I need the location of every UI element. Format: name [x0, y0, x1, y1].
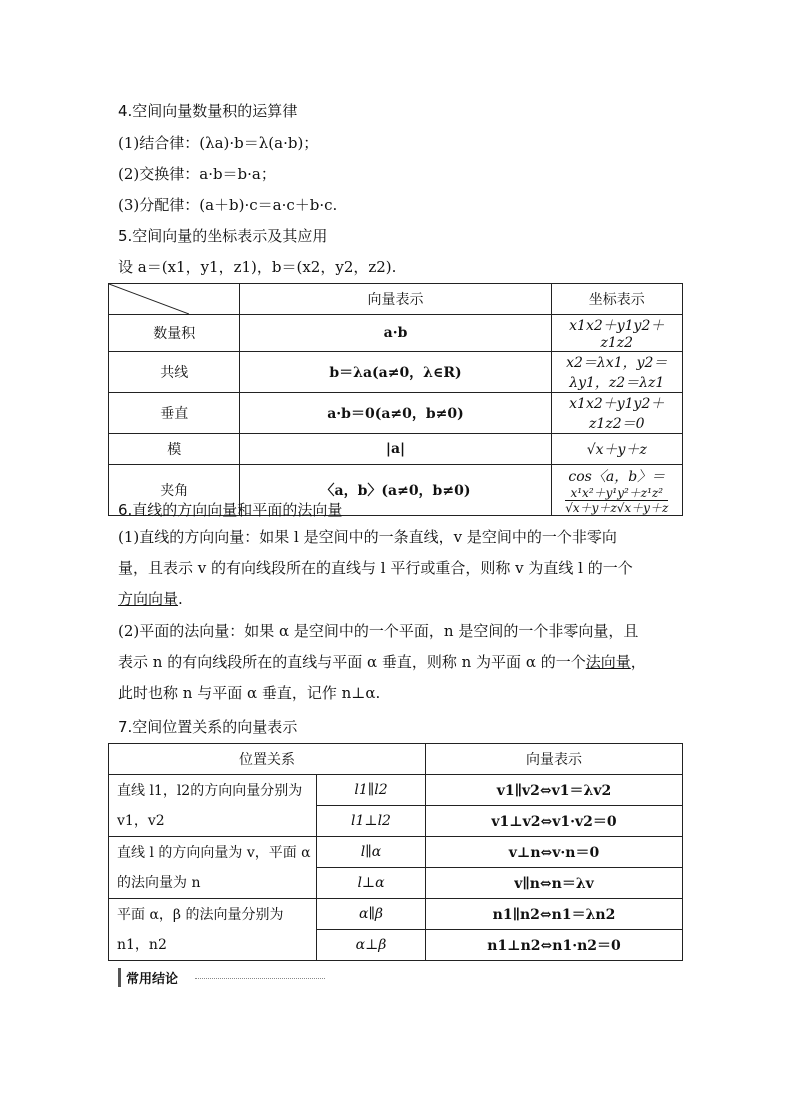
vector-cell: a·b — [240, 315, 551, 352]
relation-cell: α⊥β — [317, 930, 426, 961]
common-conclusions-heading: 常用结论 — [118, 968, 178, 987]
diagonal-header-cell — [109, 284, 240, 315]
coordinate-table — [108, 283, 683, 516]
header-vector-expr: 向量表示 — [426, 744, 683, 775]
s6-p2-term: 法向量 — [585, 653, 631, 671]
s6-p2-line1: (2)平面的法向量：如果 α 是空间中的一个平面，n 是空间的一个非零向量，且 — [118, 622, 639, 640]
vector-expr-cell: v⊥n⇔v·n＝0 — [426, 837, 683, 868]
group-description: 直线 l 的方向向量为 v，平面 α 的法向量为 n — [109, 837, 317, 899]
angle-fraction — [565, 486, 668, 515]
coordinate-cell: √x＋y＋z — [551, 434, 682, 465]
position-relation-table — [108, 743, 683, 961]
table-row — [109, 837, 683, 868]
s6-p1-line1: (1)直线的方向向量：如果 l 是空间中的一条直线，v 是空间中的一个非零向 — [118, 528, 617, 546]
vector-cell: a·b＝0(a≠0，b≠0) — [240, 393, 551, 434]
row-label: 夹角 — [109, 465, 240, 516]
group-description: 平面 α，β 的法向量分别为 n1，n2 — [109, 899, 317, 961]
relation-cell: l1∥l2 — [317, 775, 426, 806]
coordinate-cell: x2＝λx1，y2＝λy1，z2＝λz1 — [551, 352, 682, 393]
header-position: 位置关系 — [109, 744, 426, 775]
vector-expr-cell: v1∥v2⇔v1＝λv2 — [426, 775, 683, 806]
relation-cell: α∥β — [317, 899, 426, 930]
coordinate-cell: x1x2＋y1y2＋z1z2 — [551, 315, 682, 352]
fraction-numerator: x¹x²＋y¹y²＋z¹z² — [565, 486, 668, 501]
s5-intro: 设 a＝(x1，y1，z1)，b＝(x2，y2，z2). — [118, 258, 397, 276]
table-row — [109, 315, 683, 352]
s6-p2-line2: 表示 n 的有向线段所在的直线与平面 α 垂直，则称 n 为平面 α 的一个 — [118, 653, 586, 671]
s6-direction-paragraph: (1)直线的方向向量：如果 l 是空间中的一条直线，v 是空间中的一个非零向 量，且表示 v 的有向线段所在的直线与 l 平行或重合，则称 v 为直线 l 的一个 方向向量. — [118, 522, 678, 615]
section-4-title: 4.空间向量数量积的运算律 — [118, 102, 298, 120]
vector-expr-cell: n1∥n2⇔n1＝λn2 — [426, 899, 683, 930]
row-label: 模 — [109, 434, 240, 465]
header-vector: 向量表示 — [240, 284, 551, 315]
s6-p2-line3: 此时也称 n 与平面 α 垂直，记作 n⊥α. — [118, 684, 381, 702]
relation-cell: l⊥α — [317, 868, 426, 899]
s6-p1-term: 方向向量 — [118, 590, 179, 608]
cos-label: cos〈a，b〉＝ — [568, 468, 666, 485]
table-header-row — [109, 284, 683, 315]
section-7-title: 7.空间位置关系的向量表示 — [118, 718, 298, 736]
table-row — [109, 775, 683, 806]
vector-expr-cell: v∥n⇔n＝λv — [426, 868, 683, 899]
s4-commutative: (2)交换律：a·b＝b·a； — [118, 165, 276, 183]
diagonal-line-icon — [109, 284, 189, 314]
heading-divider — [195, 978, 325, 979]
section-5-title: 5.空间向量的坐标表示及其应用 — [118, 227, 328, 245]
table-row — [109, 352, 683, 393]
vector-cell: |a| — [240, 434, 551, 465]
table-row — [109, 393, 683, 434]
s4-distributive: (3)分配律：(a＋b)·c＝a·c＋b·c. — [118, 196, 338, 214]
coordinate-cell: x1x2＋y1y2＋z1z2＝0 — [551, 393, 682, 434]
s6-p1-line2: 量，且表示 v 的有向线段所在的直线与 l 平行或重合，则称 v 为直线 l 的一个 — [118, 559, 633, 577]
header-coordinate: 坐标表示 — [551, 284, 682, 315]
vector-expr-cell: n1⊥n2⇔n1·n2＝0 — [426, 930, 683, 961]
fraction-denominator: √x＋y＋z√x＋y＋z — [565, 500, 669, 515]
row-label: 数量积 — [109, 315, 240, 352]
relation-cell: l1⊥l2 — [317, 806, 426, 837]
section-6-title: 6.直线的方向向量和平面的法向量 — [118, 501, 343, 519]
vector-cell: 〈a，b〉(a≠0，b≠0) — [240, 465, 551, 516]
relation-cell: l∥α — [317, 837, 426, 868]
coordinate-cell — [551, 465, 682, 516]
vector-cell: b＝λa(a≠0，λ∈R) — [240, 352, 551, 393]
group-description: 直线 l1，l2的方向向量分别为 v1，v2 — [109, 775, 317, 837]
vector-expr-cell: v1⊥v2⇔v1·v2＝0 — [426, 806, 683, 837]
row-label: 垂直 — [109, 393, 240, 434]
s6-normal-paragraph: (2)平面的法向量：如果 α 是空间中的一个平面，n 是空间的一个非零向量，且 表示 n 的有向线段所在的直线与平面 α 垂直，则称 n 为平面 α 的一个法向量， 此时也称 n 与平面 α 垂直，记作 n⊥α. — [118, 616, 678, 709]
table-row — [109, 899, 683, 930]
table-header-row — [109, 744, 683, 775]
table-row — [109, 434, 683, 465]
row-label: 共线 — [109, 352, 240, 393]
s4-associative: (1)结合律：(λa)·b＝λ(a·b)； — [118, 134, 319, 152]
